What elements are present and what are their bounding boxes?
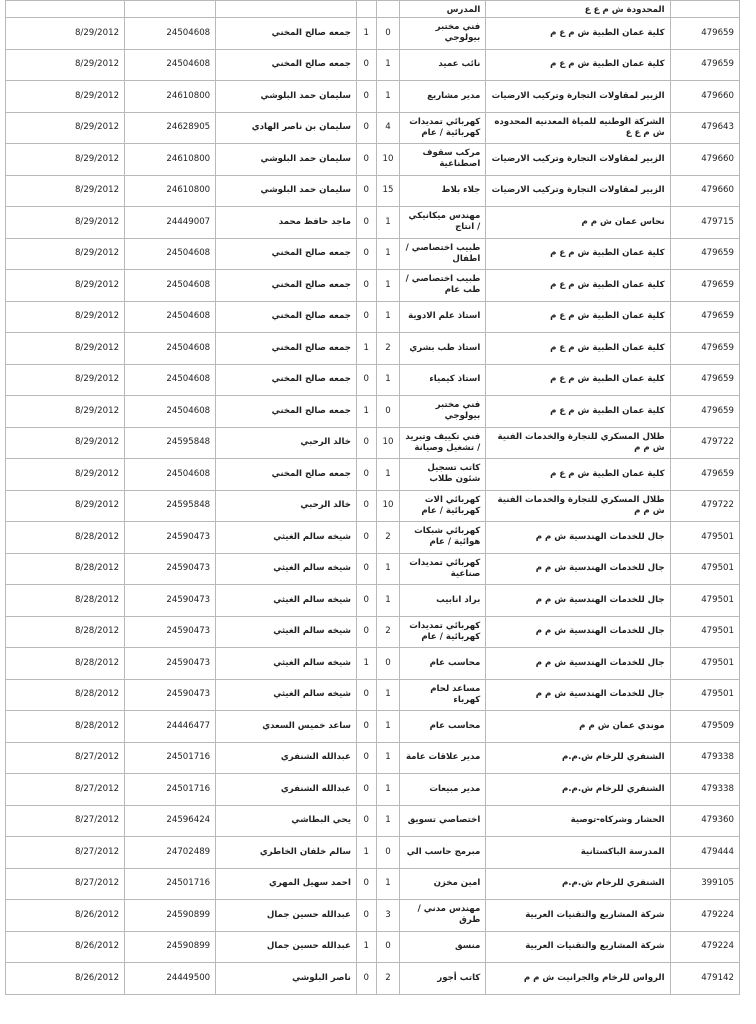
cell-company: كلية عمان الطبية ش م ع م (486, 364, 670, 396)
cell-phone: 24590473 (125, 648, 216, 680)
table-row (6, 81, 740, 113)
cell-date: 8/29/2012 (6, 81, 125, 113)
table-row (6, 774, 740, 806)
cell-count-2: 1 (376, 238, 400, 270)
cell-contact: شيخه سالم الغيثي (216, 522, 357, 554)
cell-id: 479659 (670, 238, 739, 270)
cell-company: الحشار وشركاه-توصية (486, 805, 670, 837)
cell-company: الزبير لمقاولات التجارة وتركيب الارضيات (486, 81, 670, 113)
cell-count-2: 1 (376, 49, 400, 81)
cell-count-1: 0 (356, 616, 376, 648)
cell-count-1: 0 (356, 427, 376, 459)
table-row (6, 711, 740, 743)
cell-contact: سليمان حمد البلوشي (216, 81, 357, 113)
table-row (6, 427, 740, 459)
cell-count-1: 0 (356, 81, 376, 113)
cell-phone: 24595848 (125, 490, 216, 522)
cell-company: جال للخدمات الهندسية ش م م (486, 616, 670, 648)
cell-id: 479643 (670, 112, 739, 144)
cell-company: الشنفري للرخام ش.م.م (486, 868, 670, 900)
cell-count-1: 0 (356, 868, 376, 900)
cell-count-2: 2 (376, 616, 400, 648)
table-row (6, 616, 740, 648)
cell-company: موندي عمان ش م م (486, 711, 670, 743)
cell-count-2: 1 (376, 207, 400, 239)
cell-date: 8/29/2012 (6, 396, 125, 428)
cell-date: 8/28/2012 (6, 553, 125, 585)
cell-date: 8/29/2012 (6, 238, 125, 270)
cell-contact: شيخه سالم الغيثي (216, 585, 357, 617)
cell-contact: جمعه صالح المخني (216, 238, 357, 270)
cell-contact: جمعه صالح المخني (216, 333, 357, 365)
cell-id: 479360 (670, 805, 739, 837)
cell-job-title: محاسب عام (400, 648, 486, 680)
table-row (6, 18, 740, 50)
cell-phone: 24504608 (125, 301, 216, 333)
cell-job-title: مهندس مدني / طرق (400, 900, 486, 932)
table-row (6, 837, 740, 869)
cell-count-1: 1 (356, 648, 376, 680)
cell-phone: 24628905 (125, 112, 216, 144)
cell-phone: 24504608 (125, 364, 216, 396)
cell-job-title: طبيب اختصاصي / طب عام (400, 270, 486, 302)
cell-contact: ماجد حافظ محمد (216, 207, 357, 239)
cell-count-2: 1 (376, 868, 400, 900)
table-row (6, 679, 740, 711)
table-row (6, 963, 740, 995)
cell-contact: جمعه صالح المخني (216, 49, 357, 81)
cell-count-1: 0 (356, 49, 376, 81)
cell-company: الرواس للرخام والجرانيت ش م م (486, 963, 670, 995)
table-row (6, 553, 740, 585)
cell-count-1: 0 (356, 301, 376, 333)
table-row-partial (6, 1, 740, 18)
cell-id: 479722 (670, 427, 739, 459)
cell-company: كلية عمان الطبية ش م ع م (486, 49, 670, 81)
cell-phone: 24449007 (125, 207, 216, 239)
cell-date: 8/29/2012 (6, 333, 125, 365)
cell-id: 479338 (670, 774, 739, 806)
cell-contact: سليمان حمد البلوشي (216, 144, 357, 176)
cell-date: 8/29/2012 (6, 49, 125, 81)
table-row (6, 175, 740, 207)
cell-phone: 24590899 (125, 900, 216, 932)
cell-count-2: 0 (376, 837, 400, 869)
cell-count-2: 1 (376, 364, 400, 396)
cell-company: كلية عمان الطبية ش م ع م (486, 333, 670, 365)
cell-contact: جمعه صالح المخني (216, 18, 357, 50)
cell-id: 479715 (670, 207, 739, 239)
cell-job-title: مدير مشاريع (400, 81, 486, 113)
cell-job-title: فني مختبر بيولوجي (400, 18, 486, 50)
table-row (6, 301, 740, 333)
cell-job-title: استاذ كيمياء (400, 364, 486, 396)
cell-contact (216, 1, 357, 18)
cell-count-1: 1 (356, 396, 376, 428)
cell-job-title: اختصاصي تسويق (400, 805, 486, 837)
cell-date: 8/29/2012 (6, 207, 125, 239)
table-row (6, 112, 740, 144)
cell-job-title: مساعد لحام كهرباء (400, 679, 486, 711)
cell-count-1: 0 (356, 207, 376, 239)
cell-count-1: 0 (356, 585, 376, 617)
cell-phone: 24610800 (125, 175, 216, 207)
cell-job-title: كهربائي تمديدات كهربائية / عام (400, 616, 486, 648)
cell-date: 8/29/2012 (6, 490, 125, 522)
cell-count-1: 0 (356, 112, 376, 144)
cell-company: جال للخدمات الهندسية ش م م (486, 553, 670, 585)
cell-job-title: مدير علاقات عامة (400, 742, 486, 774)
table-row (6, 742, 740, 774)
cell-contact: عبدالله حسين جمال (216, 931, 357, 963)
cell-date: 8/28/2012 (6, 648, 125, 680)
cell-count-1: 0 (356, 711, 376, 743)
cell-count-1: 0 (356, 900, 376, 932)
cell-job-title: مركب سقوف اصطناعية (400, 144, 486, 176)
cell-count-2: 1 (376, 742, 400, 774)
cell-count-2: 10 (376, 427, 400, 459)
cell-count-2: 0 (376, 648, 400, 680)
cell-contact: سالم خلفان الخاطري (216, 837, 357, 869)
cell-phone: 24504608 (125, 18, 216, 50)
cell-company: الشركة الوطنيه للمياة المعدنيه المحدوده ش م ع ع (486, 112, 670, 144)
cell-company: شركة المشاريع والتقنيات العربية (486, 931, 670, 963)
cell-date: 8/27/2012 (6, 805, 125, 837)
cell-contact: شيخه سالم الغيثي (216, 616, 357, 648)
cell-phone: 24501716 (125, 774, 216, 806)
cell-contact: جمعه صالح المخني (216, 459, 357, 491)
cell-contact: شيخه سالم الغيثي (216, 648, 357, 680)
table-row (6, 207, 740, 239)
cell-contact: سليمان بن ناصر الهادي (216, 112, 357, 144)
cell-count-2: 1 (376, 270, 400, 302)
cell-count-2: 2 (376, 963, 400, 995)
cell-phone: 24590899 (125, 931, 216, 963)
cell-phone: 24596424 (125, 805, 216, 837)
cell-phone: 24702489 (125, 837, 216, 869)
cell-phone: 24504608 (125, 49, 216, 81)
cell-company: الشنفري للرخام ش.م.م (486, 742, 670, 774)
cell-date: 8/29/2012 (6, 112, 125, 144)
cell-id: 479659 (670, 301, 739, 333)
table-row (6, 396, 740, 428)
table-row (6, 900, 740, 932)
cell-count-1: 0 (356, 175, 376, 207)
cell-company: كلية عمان الطبية ش م ع م (486, 459, 670, 491)
cell-contact: خالد الرحبي (216, 490, 357, 522)
cell-count-1: 0 (356, 742, 376, 774)
cell-company: جال للخدمات الهندسية ش م م (486, 522, 670, 554)
cell-phone: 24504608 (125, 396, 216, 428)
cell-id: 479659 (670, 49, 739, 81)
cell-count-2: 4 (376, 112, 400, 144)
cell-phone: 24590473 (125, 616, 216, 648)
cell-phone (125, 1, 216, 18)
cell-contact: جمعه صالح المخني (216, 396, 357, 428)
cell-count-1: 0 (356, 238, 376, 270)
cell-id: 479501 (670, 679, 739, 711)
cell-date: 8/28/2012 (6, 616, 125, 648)
cell-date: 8/27/2012 (6, 868, 125, 900)
cell-id: 479224 (670, 900, 739, 932)
cell-contact: شيخه سالم الغيثي (216, 553, 357, 585)
table-body (6, 1, 740, 995)
cell-date: 8/29/2012 (6, 144, 125, 176)
table-row (6, 490, 740, 522)
cell-job-title: براد انابيب (400, 585, 486, 617)
cell-id: 479722 (670, 490, 739, 522)
cell-company: الزبير لمقاولات التجارة وتركيب الارضيات (486, 175, 670, 207)
cell-company: كلية عمان الطبية ش م ع م (486, 270, 670, 302)
cell-job-title: منسق (400, 931, 486, 963)
cell-id (670, 1, 739, 18)
cell-date: 8/28/2012 (6, 522, 125, 554)
cell-count-1: 0 (356, 144, 376, 176)
cell-contact: عبدالله الشنفري (216, 774, 357, 806)
cell-count-1: 0 (356, 522, 376, 554)
cell-job-title: كهربائي تمديدات صناعية (400, 553, 486, 585)
cell-job-title: المدرس (400, 1, 486, 18)
cell-contact: شيخه سالم الغيثي (216, 679, 357, 711)
cell-phone: 24590473 (125, 679, 216, 711)
cell-company: نحاس عمان ش م م (486, 207, 670, 239)
cell-job-title: مهندس ميكانيكي / انتاج (400, 207, 486, 239)
cell-id: 479659 (670, 18, 739, 50)
table-row (6, 585, 740, 617)
cell-phone: 24501716 (125, 742, 216, 774)
cell-job-title: مبرمج حاسب الي (400, 837, 486, 869)
cell-contact: ساعد خميس السعدي (216, 711, 357, 743)
cell-count-2: 10 (376, 144, 400, 176)
cell-date: 8/27/2012 (6, 774, 125, 806)
cell-job-title: محاسب عام (400, 711, 486, 743)
cell-contact: جمعه صالح المخني (216, 301, 357, 333)
cell-job-title: جلاء بلاط (400, 175, 486, 207)
job-listings-table (5, 0, 740, 995)
cell-date: 8/29/2012 (6, 270, 125, 302)
cell-id: 479224 (670, 931, 739, 963)
cell-count-1: 0 (356, 553, 376, 585)
table-row (6, 931, 740, 963)
cell-id: 479142 (670, 963, 739, 995)
cell-count-2 (376, 1, 400, 18)
cell-count-1: 1 (356, 931, 376, 963)
cell-company: كلية عمان الطبية ش م ع م (486, 238, 670, 270)
cell-date: 8/26/2012 (6, 931, 125, 963)
cell-count-2: 1 (376, 711, 400, 743)
cell-date: 8/29/2012 (6, 175, 125, 207)
cell-id: 479659 (670, 364, 739, 396)
cell-date: 8/26/2012 (6, 900, 125, 932)
cell-count-2: 3 (376, 900, 400, 932)
table-row (6, 333, 740, 365)
cell-job-title: مدير مبيعات (400, 774, 486, 806)
cell-date: 8/29/2012 (6, 427, 125, 459)
cell-company: جال للخدمات الهندسية ش م م (486, 585, 670, 617)
cell-contact: ناصر البلوشي (216, 963, 357, 995)
cell-count-2: 0 (376, 396, 400, 428)
cell-count-1: 0 (356, 805, 376, 837)
cell-job-title: استاذ علم الادوية (400, 301, 486, 333)
cell-company: طلال المسكري للتجارة والخدمات الفنية ش م م (486, 427, 670, 459)
cell-contact: عبدالله حسين جمال (216, 900, 357, 932)
cell-count-2: 1 (376, 585, 400, 617)
cell-id: 479501 (670, 522, 739, 554)
table-row (6, 522, 740, 554)
cell-id: 479660 (670, 81, 739, 113)
cell-count-2: 1 (376, 301, 400, 333)
cell-date: 8/29/2012 (6, 301, 125, 333)
cell-count-2: 0 (376, 931, 400, 963)
table-row (6, 868, 740, 900)
cell-count-2: 1 (376, 553, 400, 585)
cell-company: كلية عمان الطبية ش م ع م (486, 18, 670, 50)
cell-company: المدرسة الباكستانية (486, 837, 670, 869)
cell-date: 8/29/2012 (6, 18, 125, 50)
cell-id: 479444 (670, 837, 739, 869)
cell-count-2: 1 (376, 805, 400, 837)
cell-job-title: كاتب أجور (400, 963, 486, 995)
cell-company: الزبير لمقاولات التجارة وتركيب الارضيات (486, 144, 670, 176)
cell-phone: 24590473 (125, 553, 216, 585)
cell-count-2: 1 (376, 679, 400, 711)
cell-id: 479659 (670, 270, 739, 302)
cell-phone: 24610800 (125, 81, 216, 113)
table-row (6, 49, 740, 81)
cell-id: 479659 (670, 333, 739, 365)
cell-id: 479338 (670, 742, 739, 774)
cell-contact: عبدالله الشنفري (216, 742, 357, 774)
cell-id: 479660 (670, 144, 739, 176)
cell-count-1: 1 (356, 18, 376, 50)
cell-id: 399105 (670, 868, 739, 900)
table-row (6, 144, 740, 176)
cell-id: 479659 (670, 459, 739, 491)
cell-date: 8/28/2012 (6, 679, 125, 711)
cell-date: 8/26/2012 (6, 963, 125, 995)
cell-company: جال للخدمات الهندسية ش م م (486, 648, 670, 680)
cell-job-title: كهربائي شبكات هوائية / عام (400, 522, 486, 554)
cell-job-title: فني مختبر بيولوجي (400, 396, 486, 428)
cell-date: 8/29/2012 (6, 459, 125, 491)
cell-job-title: امين مخزن (400, 868, 486, 900)
cell-count-1 (356, 1, 376, 18)
cell-date (6, 1, 125, 18)
cell-count-1: 0 (356, 963, 376, 995)
cell-job-title: استاذ طب بشري (400, 333, 486, 365)
cell-phone: 24590473 (125, 522, 216, 554)
cell-contact: خالد الرحبي (216, 427, 357, 459)
cell-phone: 24446477 (125, 711, 216, 743)
cell-date: 8/27/2012 (6, 742, 125, 774)
cell-phone: 24504608 (125, 270, 216, 302)
cell-count-2: 1 (376, 81, 400, 113)
table-row (6, 270, 740, 302)
cell-phone: 24504608 (125, 333, 216, 365)
cell-contact: جمعه صالح المخني (216, 364, 357, 396)
cell-count-2: 2 (376, 333, 400, 365)
cell-count-1: 0 (356, 774, 376, 806)
cell-company: كلية عمان الطبية ش م ع م (486, 396, 670, 428)
cell-id: 479660 (670, 175, 739, 207)
cell-contact: احمد سهيل المهري (216, 868, 357, 900)
cell-company: المحدودة ش م ع ع (486, 1, 670, 18)
cell-count-1: 0 (356, 490, 376, 522)
cell-count-2: 0 (376, 18, 400, 50)
cell-contact: يحي البطاشي (216, 805, 357, 837)
cell-date: 8/28/2012 (6, 585, 125, 617)
cell-id: 479509 (670, 711, 739, 743)
cell-id: 479501 (670, 553, 739, 585)
table-row (6, 805, 740, 837)
cell-job-title: كاتب تسجيل شئون طلاب (400, 459, 486, 491)
cell-count-2: 2 (376, 522, 400, 554)
cell-contact: سليمان حمد البلوشي (216, 175, 357, 207)
cell-id: 479659 (670, 396, 739, 428)
cell-count-1: 0 (356, 364, 376, 396)
cell-phone: 24590473 (125, 585, 216, 617)
cell-company: كلية عمان الطبية ش م ع م (486, 301, 670, 333)
cell-company: جال للخدمات الهندسية ش م م (486, 679, 670, 711)
cell-date: 8/29/2012 (6, 364, 125, 396)
table-row (6, 459, 740, 491)
cell-phone: 24610800 (125, 144, 216, 176)
table-row (6, 238, 740, 270)
cell-count-2: 15 (376, 175, 400, 207)
cell-count-1: 1 (356, 837, 376, 869)
cell-contact: جمعه صالح المخني (216, 270, 357, 302)
cell-job-title: كهربائي تمديدات كهربائية / عام (400, 112, 486, 144)
cell-job-title: فني تكييف وتبريد / تشغيل وصيانة (400, 427, 486, 459)
cell-company: الشنفري للرخام ش.م.م (486, 774, 670, 806)
table-row (6, 648, 740, 680)
cell-count-2: 10 (376, 490, 400, 522)
cell-count-1: 0 (356, 679, 376, 711)
cell-company: شركة المشاريع والتقنيات العربية (486, 900, 670, 932)
cell-count-1: 0 (356, 459, 376, 491)
cell-count-2: 1 (376, 774, 400, 806)
cell-company: طلال المسكري للتجارة والخدمات الفنية ش م م (486, 490, 670, 522)
cell-job-title: نائب عميد (400, 49, 486, 81)
cell-count-2: 1 (376, 459, 400, 491)
cell-id: 479501 (670, 648, 739, 680)
cell-count-1: 0 (356, 270, 376, 302)
cell-date: 8/28/2012 (6, 711, 125, 743)
cell-count-1: 1 (356, 333, 376, 365)
table-row (6, 364, 740, 396)
cell-phone: 24449500 (125, 963, 216, 995)
cell-phone: 24504608 (125, 459, 216, 491)
cell-id: 479501 (670, 585, 739, 617)
cell-phone: 24595848 (125, 427, 216, 459)
cell-job-title: طبيب اختصاصي / اطفال (400, 238, 486, 270)
cell-phone: 24501716 (125, 868, 216, 900)
cell-date: 8/27/2012 (6, 837, 125, 869)
cell-phone: 24504608 (125, 238, 216, 270)
cell-id: 479501 (670, 616, 739, 648)
cell-job-title: كهربائي الات كهربائية / عام (400, 490, 486, 522)
